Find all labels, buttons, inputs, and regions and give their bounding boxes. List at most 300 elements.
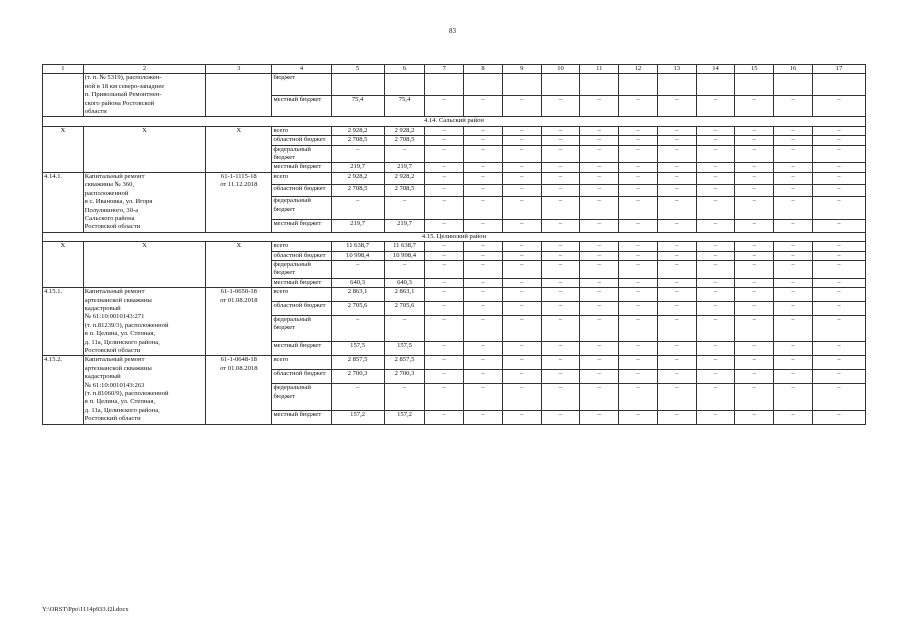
dash-cell: – bbox=[580, 251, 619, 260]
dash-cell: – bbox=[541, 185, 580, 197]
value-col6: 2 700,3 bbox=[384, 370, 425, 384]
dash-cell: – bbox=[425, 145, 464, 163]
value-col5: – bbox=[331, 316, 384, 342]
description-line: Ростовский области bbox=[84, 415, 141, 423]
table-row bbox=[43, 288, 866, 302]
table-row bbox=[43, 172, 866, 184]
dash-cell: – bbox=[657, 370, 696, 384]
dash-cell: – bbox=[774, 95, 813, 117]
dash-cell: – bbox=[464, 197, 503, 220]
dash-cell: – bbox=[696, 370, 735, 384]
value-col5: 75,4 bbox=[331, 95, 384, 117]
item-number: 4.15.2. bbox=[43, 356, 84, 424]
value-col6: – bbox=[384, 197, 425, 220]
document-number bbox=[206, 172, 272, 232]
column-number: 4 bbox=[272, 65, 331, 74]
table-row bbox=[43, 356, 866, 370]
dash-cell: – bbox=[619, 356, 658, 370]
value-col6: – bbox=[384, 260, 425, 278]
dash-cell: – bbox=[657, 145, 696, 163]
description-line: ной в 18 км северо-западнее bbox=[84, 82, 165, 90]
budget-source: местный бюджет bbox=[272, 278, 331, 287]
dash-cell: – bbox=[502, 260, 541, 278]
total-marker: Х bbox=[83, 242, 205, 288]
dash-cell: – bbox=[812, 136, 865, 145]
dash-cell: – bbox=[425, 370, 464, 384]
dash-cell: – bbox=[464, 172, 503, 184]
total-marker: Х bbox=[206, 242, 272, 288]
description-line: (т. п. № 5319), расположен- bbox=[84, 74, 162, 82]
column-number: 7 bbox=[425, 65, 464, 74]
dash-cell: – bbox=[735, 95, 774, 117]
dash-cell: – bbox=[464, 185, 503, 197]
dash-cell: – bbox=[619, 163, 658, 172]
dash-cell: – bbox=[774, 145, 813, 163]
budget-source: федеральный бюджет bbox=[272, 197, 331, 220]
dash-cell: – bbox=[657, 251, 696, 260]
dash-cell: – bbox=[580, 242, 619, 251]
dash-cell: – bbox=[464, 251, 503, 260]
table-row bbox=[43, 126, 866, 135]
total-marker: Х bbox=[43, 126, 84, 172]
dash-cell: – bbox=[696, 242, 735, 251]
dash-cell: – bbox=[464, 145, 503, 163]
value-col5: 2 705,6 bbox=[331, 302, 384, 316]
document-line: от 01.08.2018 bbox=[220, 364, 258, 372]
table-row bbox=[43, 74, 866, 96]
section-row bbox=[43, 232, 866, 241]
dash-cell: – bbox=[735, 288, 774, 302]
dash-cell: – bbox=[774, 172, 813, 184]
dash-cell: – bbox=[580, 145, 619, 163]
dash-cell: – bbox=[580, 197, 619, 220]
dash-cell: – bbox=[541, 260, 580, 278]
dash-cell: – bbox=[774, 260, 813, 278]
dash-cell: – bbox=[502, 145, 541, 163]
value-col5: 157,2 bbox=[331, 410, 384, 424]
dash-cell: – bbox=[502, 220, 541, 232]
dash-cell: – bbox=[425, 278, 464, 287]
value-col6: 75,4 bbox=[384, 95, 425, 117]
description-line: Сальского района bbox=[84, 214, 135, 222]
dash-cell: – bbox=[735, 163, 774, 172]
value-col5: 2 708,5 bbox=[331, 185, 384, 197]
column-number: 17 bbox=[812, 65, 865, 74]
dash-cell: – bbox=[425, 251, 464, 260]
value-col6: – bbox=[384, 384, 425, 410]
dash-cell: – bbox=[735, 370, 774, 384]
dash-cell: – bbox=[735, 220, 774, 232]
value-col6: 157,2 bbox=[384, 410, 425, 424]
section-row bbox=[43, 117, 866, 126]
budget-source: местный бюджет bbox=[272, 410, 331, 424]
dash-cell: – bbox=[580, 260, 619, 278]
value-col6: 640,3 bbox=[384, 278, 425, 287]
dash-cell: – bbox=[696, 356, 735, 370]
description-line: артезианской скважины bbox=[84, 296, 152, 304]
dash-cell: – bbox=[812, 185, 865, 197]
dash-cell: – bbox=[464, 126, 503, 135]
dash-cell: – bbox=[502, 342, 541, 356]
dash-cell: – bbox=[541, 410, 580, 424]
dash-cell: – bbox=[541, 163, 580, 172]
dash-cell: – bbox=[464, 302, 503, 316]
column-number: 15 bbox=[735, 65, 774, 74]
total-marker: Х bbox=[206, 126, 272, 172]
description-line: п. Привольный Ремонтнен- bbox=[84, 91, 162, 99]
document-cell bbox=[206, 74, 272, 117]
dash-cell: – bbox=[580, 384, 619, 410]
dash-cell: – bbox=[541, 126, 580, 135]
value-col6: 2 928,2 bbox=[384, 172, 425, 184]
dash-cell: – bbox=[774, 185, 813, 197]
dash-cell: – bbox=[541, 316, 580, 342]
dash-cell: – bbox=[619, 316, 658, 342]
dash-cell: – bbox=[696, 172, 735, 184]
dash-cell: – bbox=[657, 384, 696, 410]
dash-cell: – bbox=[774, 384, 813, 410]
dash-cell: – bbox=[735, 145, 774, 163]
description-line: области bbox=[84, 108, 107, 116]
dash-cell: – bbox=[657, 410, 696, 424]
dash-cell: – bbox=[657, 302, 696, 316]
dash-cell: – bbox=[774, 251, 813, 260]
dash-cell: – bbox=[774, 136, 813, 145]
document-line: 61-1-1115-18 bbox=[220, 172, 257, 180]
dash-cell: – bbox=[619, 370, 658, 384]
value-col5: 640,3 bbox=[331, 278, 384, 287]
dash-cell: – bbox=[774, 356, 813, 370]
dash-cell: – bbox=[541, 356, 580, 370]
dash-cell: – bbox=[735, 197, 774, 220]
dash-cell: – bbox=[502, 136, 541, 145]
description-line: в п. Целина, ул. Степная, bbox=[84, 330, 156, 338]
value-col5 bbox=[331, 74, 384, 96]
item-number: 4.14.1. bbox=[43, 172, 84, 232]
dash-cell: – bbox=[696, 163, 735, 172]
dash-cell: – bbox=[657, 260, 696, 278]
dash-cell: – bbox=[812, 145, 865, 163]
dash-cell: – bbox=[425, 185, 464, 197]
dash-cell: – bbox=[812, 342, 865, 356]
dash-cell: – bbox=[541, 384, 580, 410]
dash-cell: – bbox=[735, 126, 774, 135]
dash-cell: – bbox=[580, 316, 619, 342]
dash-cell: – bbox=[619, 251, 658, 260]
dash-cell: – bbox=[502, 126, 541, 135]
budget-source: областной бюджет bbox=[272, 302, 331, 316]
description-line: (т. п.81239/3), расположенной bbox=[84, 321, 169, 329]
dash-cell: – bbox=[619, 145, 658, 163]
empty-cell bbox=[774, 74, 813, 96]
column-number: 5 bbox=[331, 65, 384, 74]
value-col6: 11 638,7 bbox=[384, 242, 425, 251]
empty-cell bbox=[464, 74, 503, 96]
dash-cell: – bbox=[619, 384, 658, 410]
dash-cell: – bbox=[619, 242, 658, 251]
value-col5: – bbox=[331, 197, 384, 220]
budget-source: местный бюджет bbox=[272, 342, 331, 356]
table-row bbox=[43, 242, 866, 251]
budget-source: областной бюджет bbox=[272, 251, 331, 260]
empty-cell bbox=[657, 74, 696, 96]
dash-cell: – bbox=[774, 316, 813, 342]
dash-cell: – bbox=[619, 278, 658, 287]
value-col5: 2 928,2 bbox=[331, 126, 384, 135]
dash-cell: – bbox=[735, 251, 774, 260]
dash-cell: – bbox=[657, 356, 696, 370]
dash-cell: – bbox=[425, 220, 464, 232]
dash-cell: – bbox=[812, 172, 865, 184]
dash-cell: – bbox=[619, 136, 658, 145]
dash-cell: – bbox=[502, 95, 541, 117]
dash-cell: – bbox=[812, 260, 865, 278]
dash-cell: – bbox=[580, 220, 619, 232]
dash-cell: – bbox=[502, 370, 541, 384]
dash-cell: – bbox=[696, 145, 735, 163]
object-description bbox=[83, 356, 205, 424]
dash-cell: – bbox=[425, 136, 464, 145]
dash-cell: – bbox=[425, 342, 464, 356]
dash-cell: – bbox=[774, 370, 813, 384]
value-col5: 2 857,5 bbox=[331, 356, 384, 370]
dash-cell: – bbox=[464, 370, 503, 384]
value-col5: 157,5 bbox=[331, 342, 384, 356]
dash-cell: – bbox=[464, 342, 503, 356]
dash-cell: – bbox=[619, 220, 658, 232]
dash-cell: – bbox=[502, 356, 541, 370]
dash-cell: – bbox=[774, 242, 813, 251]
dash-cell: – bbox=[696, 410, 735, 424]
description-line: д. 11а, Целинского района, bbox=[84, 406, 160, 414]
budget-source: федеральный бюджет bbox=[272, 145, 331, 163]
dash-cell: – bbox=[812, 197, 865, 220]
value-col6: 2 708,5 bbox=[384, 136, 425, 145]
dash-cell: – bbox=[696, 197, 735, 220]
value-col6: – bbox=[384, 316, 425, 342]
dash-cell: – bbox=[619, 185, 658, 197]
item-number: 4.15.1. bbox=[43, 288, 84, 356]
budget-source: всего bbox=[272, 126, 331, 135]
number-cell bbox=[43, 74, 84, 117]
empty-cell bbox=[812, 74, 865, 96]
dash-cell: – bbox=[774, 342, 813, 356]
dash-cell: – bbox=[425, 197, 464, 220]
dash-cell: – bbox=[735, 242, 774, 251]
dash-cell: – bbox=[580, 302, 619, 316]
dash-cell: – bbox=[541, 370, 580, 384]
dash-cell: – bbox=[580, 288, 619, 302]
dash-cell: – bbox=[812, 302, 865, 316]
dash-cell: – bbox=[464, 288, 503, 302]
value-col5: 2 708,5 bbox=[331, 136, 384, 145]
dash-cell: – bbox=[502, 172, 541, 184]
dash-cell: – bbox=[774, 197, 813, 220]
dash-cell: – bbox=[696, 185, 735, 197]
description-line: в с. Ивановка, ул. Игоря bbox=[84, 198, 153, 206]
dash-cell: – bbox=[580, 410, 619, 424]
column-number: 8 bbox=[464, 65, 503, 74]
dash-cell: – bbox=[657, 278, 696, 287]
dash-cell: – bbox=[464, 384, 503, 410]
description-line: в п. Целина, ул. Степная, bbox=[84, 398, 156, 406]
dash-cell: – bbox=[696, 95, 735, 117]
dash-cell: – bbox=[696, 384, 735, 410]
dash-cell: – bbox=[812, 384, 865, 410]
document-number bbox=[206, 356, 272, 424]
dash-cell: – bbox=[425, 410, 464, 424]
dash-cell: – bbox=[464, 163, 503, 172]
value-col5: 10 998,4 bbox=[331, 251, 384, 260]
dash-cell: – bbox=[464, 136, 503, 145]
dash-cell: – bbox=[425, 384, 464, 410]
value-col6: 2 928,2 bbox=[384, 126, 425, 135]
dash-cell: – bbox=[464, 356, 503, 370]
dash-cell: – bbox=[812, 126, 865, 135]
dash-cell: – bbox=[502, 278, 541, 287]
dash-cell: – bbox=[619, 302, 658, 316]
value-col6: 219,7 bbox=[384, 163, 425, 172]
dash-cell: – bbox=[696, 136, 735, 145]
dash-cell: – bbox=[541, 220, 580, 232]
dash-cell: – bbox=[502, 251, 541, 260]
dash-cell: – bbox=[541, 172, 580, 184]
dash-cell: – bbox=[502, 302, 541, 316]
empty-cell bbox=[541, 74, 580, 96]
dash-cell: – bbox=[696, 316, 735, 342]
dash-cell: – bbox=[696, 260, 735, 278]
value-col5: 2 700,3 bbox=[331, 370, 384, 384]
budget-source: местный бюджет bbox=[272, 95, 331, 117]
dash-cell: – bbox=[464, 220, 503, 232]
dash-cell: – bbox=[696, 288, 735, 302]
dash-cell: – bbox=[541, 302, 580, 316]
budget-source: всего bbox=[272, 172, 331, 184]
dash-cell: – bbox=[580, 136, 619, 145]
budget-source: всего bbox=[272, 242, 331, 251]
dash-cell: – bbox=[580, 342, 619, 356]
description-line: кадастровый bbox=[84, 304, 121, 312]
empty-cell bbox=[580, 74, 619, 96]
empty-cell bbox=[502, 74, 541, 96]
dash-cell: – bbox=[657, 136, 696, 145]
empty-cell bbox=[425, 74, 464, 96]
dash-cell: – bbox=[696, 342, 735, 356]
dash-cell: – bbox=[425, 288, 464, 302]
dash-cell: – bbox=[425, 242, 464, 251]
document-line: от 11.12.2018 bbox=[220, 181, 258, 189]
dash-cell: – bbox=[657, 197, 696, 220]
dash-cell: – bbox=[502, 197, 541, 220]
object-description bbox=[83, 74, 205, 117]
column-number: 11 bbox=[580, 65, 619, 74]
value-col5: – bbox=[331, 384, 384, 410]
value-col6: 219,7 bbox=[384, 220, 425, 232]
dash-cell: – bbox=[425, 316, 464, 342]
dash-cell: – bbox=[696, 126, 735, 135]
dash-cell: – bbox=[541, 342, 580, 356]
empty-cell bbox=[696, 74, 735, 96]
dash-cell: – bbox=[696, 251, 735, 260]
dash-cell: – bbox=[696, 220, 735, 232]
dash-cell: – bbox=[696, 278, 735, 287]
dash-cell: – bbox=[464, 242, 503, 251]
value-col5: 2 863,1 bbox=[331, 288, 384, 302]
dash-cell: – bbox=[619, 172, 658, 184]
dash-cell: – bbox=[657, 242, 696, 251]
dash-cell: – bbox=[774, 278, 813, 287]
dash-cell: – bbox=[774, 410, 813, 424]
value-col5: 219,7 bbox=[331, 220, 384, 232]
section-title: 4.14. Сальский район bbox=[43, 117, 866, 126]
description-line: артезианской скважины bbox=[84, 364, 152, 372]
dash-cell: – bbox=[580, 185, 619, 197]
budget-source: федеральный бюджет bbox=[272, 384, 331, 410]
dash-cell: – bbox=[502, 288, 541, 302]
dash-cell: – bbox=[425, 356, 464, 370]
dash-cell: – bbox=[425, 302, 464, 316]
description-line: скважины № 360, bbox=[84, 181, 135, 189]
empty-cell bbox=[735, 74, 774, 96]
dash-cell: – bbox=[735, 384, 774, 410]
dash-cell: – bbox=[541, 278, 580, 287]
column-number: 13 bbox=[657, 65, 696, 74]
dash-cell: – bbox=[619, 410, 658, 424]
dash-cell: – bbox=[541, 197, 580, 220]
value-col6: 157,5 bbox=[384, 342, 425, 356]
dash-cell: – bbox=[657, 342, 696, 356]
budget-source: местный бюджет bbox=[272, 220, 331, 232]
dash-cell: – bbox=[580, 356, 619, 370]
dash-cell: – bbox=[541, 136, 580, 145]
dash-cell: – bbox=[619, 197, 658, 220]
dash-cell: – bbox=[812, 95, 865, 117]
column-number: 3 bbox=[206, 65, 272, 74]
description-line: (т. п.81060/9), расположенной bbox=[84, 390, 169, 398]
dash-cell: – bbox=[735, 342, 774, 356]
dash-cell: – bbox=[619, 342, 658, 356]
description-line: № 61:10:0010143:263 bbox=[84, 381, 145, 389]
description-line: Капитальный ремонт bbox=[84, 356, 145, 364]
object-description bbox=[83, 288, 205, 356]
value-col6: 10 998,4 bbox=[384, 251, 425, 260]
dash-cell: – bbox=[735, 260, 774, 278]
dash-cell: – bbox=[735, 356, 774, 370]
dash-cell: – bbox=[541, 251, 580, 260]
dash-cell: – bbox=[502, 316, 541, 342]
dash-cell: – bbox=[541, 242, 580, 251]
value-col6: 2 708,5 bbox=[384, 185, 425, 197]
description-line: Ростовской области bbox=[84, 347, 141, 354]
dash-cell: – bbox=[464, 95, 503, 117]
dash-cell: – bbox=[464, 260, 503, 278]
total-marker: Х bbox=[83, 126, 205, 172]
dash-cell: – bbox=[774, 163, 813, 172]
description-line: кадастровый bbox=[84, 373, 121, 381]
financing-table bbox=[42, 64, 866, 425]
description-line: Капитальный ремонт bbox=[84, 172, 145, 180]
page-number: 83 bbox=[449, 27, 456, 35]
description-line: № 61:10:0010143:271 bbox=[84, 313, 145, 321]
section-title: 4.15. Целинский район bbox=[43, 232, 866, 241]
document-number bbox=[206, 288, 272, 356]
dash-cell: – bbox=[735, 302, 774, 316]
dash-cell: – bbox=[580, 172, 619, 184]
dash-cell: – bbox=[464, 410, 503, 424]
dash-cell: – bbox=[541, 145, 580, 163]
footer-file-path: Y:\ORST\Ppo\1114p933.f2l.docx bbox=[42, 606, 129, 613]
dash-cell: – bbox=[774, 126, 813, 135]
